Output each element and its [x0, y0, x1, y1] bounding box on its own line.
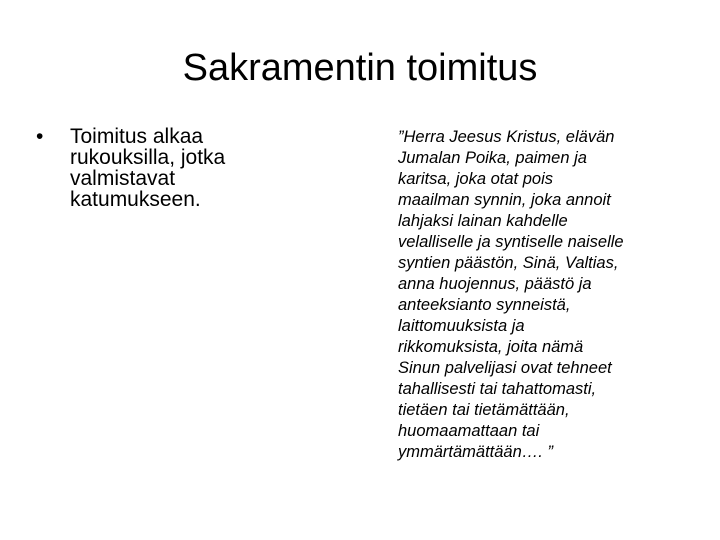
- bullet-item: [36, 126, 336, 210]
- right-column: [398, 127, 698, 463]
- prayer-quote: ”Herra Jeesus Kristus, elävän Jumalan Poika, paimen ja karitsa, joka otat pois maailman synnin, joka annoit lahjaksi lainan kahdelle velalliselle ja syntiselle naiselle syntien päästön, Sinä, Valtias, anna huojennus, päästö ja anteeksianto synneistä, laittomuuksista ja rikkomuksista, joita nämä Sinun palvelijasi ovat tehneet tahallisesti tai tahattomasti, tietäen tai tietämättään, huomaamattaan tai ymmärtämättään…. ”: [398, 128, 624, 461]
- bullet-dot-icon: •: [36, 125, 44, 148]
- slide-title: Sakramentin toimitus: [182, 47, 538, 89]
- left-column: [36, 126, 336, 210]
- bullet-text: Toimitus alkaa rukouksilla, jotka valmistavat katumukseen.: [70, 125, 226, 211]
